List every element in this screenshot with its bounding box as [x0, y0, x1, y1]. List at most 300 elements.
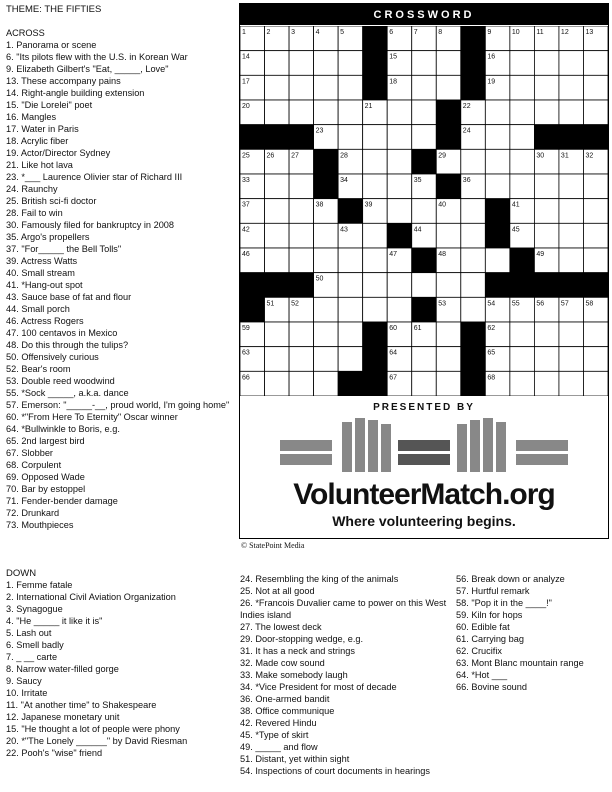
cell-number: 32 [585, 152, 594, 160]
crossword-grid [240, 26, 608, 396]
across-clue: 47. 100 centavos in Mexico [6, 328, 118, 338]
crossword-grid-svg [240, 26, 608, 396]
grid-block [387, 223, 412, 248]
down-clues-col2 [240, 573, 452, 777]
cell-number: 36 [462, 177, 471, 184]
grid-cell[interactable] [412, 199, 437, 224]
cell-number: 56 [536, 300, 545, 308]
grid-cell[interactable] [461, 223, 486, 248]
down-clue: 5. Lash out [6, 628, 52, 638]
grid-block [412, 248, 437, 273]
grid-block [461, 371, 486, 396]
logo-hands-center [398, 440, 450, 465]
across-clues [6, 27, 234, 531]
down-clue: 22. Pooh's "wise" friend [6, 748, 103, 758]
grid-cell[interactable] [338, 248, 363, 273]
grid-cell[interactable] [412, 51, 437, 76]
grid-cell[interactable] [559, 248, 584, 273]
cell-number: 53 [438, 300, 447, 308]
grid-cell[interactable] [559, 223, 584, 248]
grid-cell[interactable] [387, 100, 412, 125]
cell-number: 33 [242, 177, 250, 184]
cell-number: 49 [536, 251, 545, 258]
grid-cell[interactable] [412, 371, 437, 396]
grid-cell[interactable] [461, 297, 486, 322]
across-clue: 65. 2nd largest bird [6, 436, 85, 446]
grid-cell[interactable] [559, 174, 584, 199]
down-clue: 38. Office communique [240, 706, 335, 716]
grid-block [363, 75, 388, 100]
down-clue: 64. *Hot ___ [456, 670, 508, 680]
grid-cell[interactable] [510, 174, 535, 199]
across-clue: 64. *Bullwinkle to Boris, e.g. [6, 424, 120, 434]
grid-cell[interactable] [289, 174, 314, 199]
across-clue: 25. British sci-fi doctor [6, 196, 97, 206]
grid-cell[interactable] [338, 273, 363, 298]
cell-number: 46 [242, 251, 250, 258]
down-clues-col1 [6, 579, 234, 759]
down-clue: 59. Kiln for hops [456, 610, 523, 620]
grid-block [289, 273, 314, 298]
cell-number: 68 [487, 374, 496, 382]
grid-block [559, 273, 584, 298]
grid-cell[interactable] [583, 347, 608, 372]
grid-cell[interactable] [510, 51, 535, 76]
grid-cell[interactable] [485, 174, 510, 199]
down-clue: 15. "He thought a lot of people were phony [6, 724, 180, 734]
cell-number: 28 [340, 152, 348, 160]
grid-cell[interactable] [314, 347, 339, 372]
grid-cell[interactable] [289, 199, 314, 224]
grid-cell[interactable] [412, 75, 437, 100]
cell-number: 66 [242, 374, 250, 382]
down-clue: 32. Made cow sound [240, 658, 325, 668]
grid-cell[interactable] [338, 297, 363, 322]
cell-number: 27 [291, 152, 299, 160]
grid-cell[interactable] [559, 322, 584, 347]
grid-cell[interactable] [289, 371, 314, 396]
grid-cell[interactable] [289, 51, 314, 76]
cell-number: 65 [487, 349, 496, 357]
cell-number: 40 [438, 201, 447, 209]
cell-number: 55 [511, 300, 520, 308]
grid-cell[interactable] [583, 174, 608, 199]
grid-cell[interactable] [289, 223, 314, 248]
grid-cell[interactable] [338, 75, 363, 100]
down-clue: 54. Inspections of court documents in hearings [240, 766, 430, 776]
grid-cell[interactable] [387, 199, 412, 224]
cell-number: 18 [389, 78, 397, 86]
across-clue: 70. Bar by estoppel [6, 484, 86, 494]
grid-block [314, 174, 339, 199]
grid-cell[interactable] [314, 297, 339, 322]
across-heading: ACROSS [6, 28, 45, 38]
grid-block [461, 347, 486, 372]
grid-cell[interactable] [363, 223, 388, 248]
cell-number: 34 [340, 177, 348, 184]
across-clue: 60. *"From Here To Eternity" Oscar winner [6, 412, 178, 422]
grid-cell[interactable] [289, 322, 314, 347]
grid-cell[interactable] [583, 322, 608, 347]
down-clue: 8. Narrow water-filled gorge [6, 664, 119, 674]
grid-block [583, 273, 608, 298]
across-clue: 69. Opposed Wade [6, 472, 85, 482]
grid-cell[interactable] [338, 347, 363, 372]
down-clue: 7. _ __ carte [6, 652, 58, 662]
cell-number: 29 [438, 152, 447, 160]
grid-cell[interactable] [363, 125, 388, 150]
grid-cell[interactable] [510, 75, 535, 100]
grid-block [363, 347, 388, 372]
down-clue: 63. Mont Blanc mountain range [456, 658, 584, 668]
across-clue: 67. Slobber [6, 448, 53, 458]
grid-cell[interactable] [363, 248, 388, 273]
grid-cell[interactable] [510, 322, 535, 347]
across-clue: 73. Mouthpieces [6, 520, 74, 530]
down-clue: 10. Irritate [6, 688, 48, 698]
grid-cell[interactable] [265, 223, 290, 248]
grid-cell[interactable] [534, 223, 559, 248]
cell-number: 26 [266, 152, 275, 160]
grid-cell[interactable] [485, 100, 510, 125]
logo-hand-left [280, 418, 391, 472]
grid-block [338, 199, 363, 224]
grid-cell[interactable] [534, 100, 559, 125]
cell-number: 63 [242, 349, 250, 357]
grid-cell[interactable] [436, 273, 461, 298]
grid-block [412, 297, 437, 322]
down-clue: 58. "Pop it in the ____!" [456, 598, 552, 608]
cell-number: 47 [389, 251, 397, 258]
cell-number: 2 [266, 29, 271, 36]
grid-cell[interactable] [485, 149, 510, 174]
grid-cell[interactable] [485, 248, 510, 273]
crossword-title: CROSSWORD [240, 4, 608, 25]
grid-cell[interactable] [265, 322, 290, 347]
down-clue: 24. Resembling the king of the animals [240, 574, 399, 584]
grid-cell[interactable] [510, 149, 535, 174]
cell-number: 3 [291, 29, 295, 36]
grid-cell[interactable] [338, 100, 363, 125]
down-clue: 36. One-armed bandit [240, 694, 330, 704]
grid-cell[interactable] [436, 223, 461, 248]
grid-cell[interactable] [436, 347, 461, 372]
grid-cell[interactable] [338, 125, 363, 150]
grid-cell[interactable] [412, 125, 437, 150]
across-clue: 15. "Die Lorelei" poet [6, 100, 93, 110]
grid-cell[interactable] [338, 51, 363, 76]
cell-number: 67 [389, 374, 397, 382]
grid-cell[interactable] [534, 75, 559, 100]
grid-cell[interactable] [461, 273, 486, 298]
grid-cell[interactable] [412, 273, 437, 298]
across-clue: 52. Bear's room [6, 364, 71, 374]
cell-number: 52 [291, 300, 299, 308]
down-clue: 31. It has a neck and strings [240, 646, 355, 656]
across-clue: 48. Do this through the tulips? [6, 340, 129, 350]
grid-cell[interactable] [363, 273, 388, 298]
grid-cell[interactable] [265, 174, 290, 199]
grid-cell[interactable] [559, 100, 584, 125]
cell-number: 48 [438, 251, 447, 258]
grid-block [240, 273, 265, 298]
grid-cell[interactable] [314, 371, 339, 396]
cell-number: 59 [242, 325, 250, 332]
grid-block [363, 371, 388, 396]
grid-cell[interactable] [510, 125, 535, 150]
grid-cell[interactable] [289, 75, 314, 100]
cell-number: 11 [536, 29, 544, 36]
across-clue: 40. Small stream [6, 268, 75, 278]
grid-cell[interactable] [510, 347, 535, 372]
grid-cell[interactable] [387, 174, 412, 199]
down-clue: 42. Revered Hindu [240, 718, 317, 728]
grid-cell[interactable] [265, 75, 290, 100]
down-clue: 2. International Civil Aviation Organization [6, 592, 176, 602]
grid-block [265, 125, 290, 150]
across-clue: 18. Acrylic fiber [6, 136, 69, 146]
grid-cell[interactable] [583, 371, 608, 396]
across-clue: 1. Panorama or scene [6, 40, 97, 50]
down-clue: 27. The lowest deck [240, 622, 322, 632]
across-clue: 46. Actress Rogers [6, 316, 84, 326]
grid-cell[interactable] [559, 75, 584, 100]
grid-cell[interactable] [265, 100, 290, 125]
down-clue: 61. Carrying bag [456, 634, 524, 644]
across-clue: 14. Right-angle building extension [6, 88, 145, 98]
down-clue: 20. *"The Lonely ______" by David Riesman [6, 736, 188, 746]
across-clue: 9. Elizabeth Gilbert's "Eat, _____, Love" [6, 64, 169, 74]
grid-cell[interactable] [265, 199, 290, 224]
grid-block [461, 26, 486, 51]
grid-block [265, 273, 290, 298]
grid-block [583, 125, 608, 150]
grid-cell[interactable] [583, 51, 608, 76]
across-clue: 55. *Sock _____, a.k.a. dance [6, 388, 129, 398]
cell-number: 50 [315, 275, 324, 283]
grid-cell[interactable] [363, 174, 388, 199]
grid-cell[interactable] [363, 149, 388, 174]
grid-cell[interactable] [510, 371, 535, 396]
across-clue: 17. Water in Paris [6, 124, 79, 134]
grid-block [534, 125, 559, 150]
grid-cell[interactable] [485, 125, 510, 150]
grid-cell[interactable] [387, 125, 412, 150]
grid-cell[interactable] [436, 322, 461, 347]
grid-cell[interactable] [461, 149, 486, 174]
across-clue: 19. Actor/Director Sydney [6, 148, 111, 158]
down-clue: 66. Bovine sound [456, 682, 528, 692]
grid-cell[interactable] [387, 149, 412, 174]
cell-number: 39 [364, 201, 373, 209]
cell-number: 45 [511, 226, 520, 234]
cell-number: 37 [242, 201, 250, 209]
across-clue: 53. Double reed woodwind [6, 376, 115, 386]
grid-cell[interactable] [265, 371, 290, 396]
grid-cell[interactable] [559, 371, 584, 396]
grid-cell[interactable] [289, 100, 314, 125]
grid-block [461, 51, 486, 76]
cell-number: 31 [560, 152, 569, 160]
grid-cell[interactable] [534, 322, 559, 347]
grid-cell[interactable] [265, 51, 290, 76]
grid-block [461, 322, 486, 347]
cell-number: 17 [242, 78, 250, 86]
grid-block [314, 149, 339, 174]
grid-cell[interactable] [314, 75, 339, 100]
logo-brand[interactable]: VolunteerMatch.org [293, 478, 555, 511]
across-clue: 35. Argo's propellers [6, 232, 90, 242]
grid-cell[interactable] [583, 199, 608, 224]
grid-cell[interactable] [436, 51, 461, 76]
grid-cell[interactable] [338, 322, 363, 347]
grid-block [289, 125, 314, 150]
down-clue: 33. Make somebody laugh [240, 670, 348, 680]
cell-number: 9 [487, 29, 492, 36]
cell-number: 5 [340, 29, 345, 36]
grid-cell[interactable] [289, 347, 314, 372]
down-clue: 45. *Type of skirt [240, 730, 309, 740]
grid-cell[interactable] [534, 174, 559, 199]
grid-block [363, 51, 388, 76]
grid-block [436, 174, 461, 199]
grid-cell[interactable] [583, 75, 608, 100]
grid-block [510, 248, 535, 273]
grid-cell[interactable] [412, 347, 437, 372]
grid-cell[interactable] [314, 100, 339, 125]
grid-cell[interactable] [363, 297, 388, 322]
credit-line: © StatePoint Media [241, 541, 305, 550]
logo-hand-right [457, 418, 568, 472]
grid-cell[interactable] [534, 347, 559, 372]
grid-cell[interactable] [314, 322, 339, 347]
down-heading: DOWN [6, 568, 37, 579]
across-clue: 71. Fender-bender damage [6, 496, 118, 506]
presented-by: PRESENTED BY [373, 402, 475, 413]
cell-number: 30 [536, 152, 545, 160]
down-clue: 6. Smell badly [6, 640, 64, 650]
down-clue: 34. *Vice President for most of decade [240, 682, 397, 692]
down-clue: 26. *Francois Duvalier came to power on this West Indies island [240, 598, 447, 620]
cell-number: 20 [242, 103, 250, 110]
grid-block [240, 125, 265, 150]
grid-cell[interactable] [387, 273, 412, 298]
cell-number: 44 [413, 226, 422, 234]
down-clue: 57. Hurtful remark [456, 586, 530, 596]
across-clue: 6. "Its pilots flew with the U.S. in Korean War [6, 52, 188, 62]
down-clue: 12. Japanese monetary unit [6, 712, 120, 722]
down-clue: 62. Crucifix [456, 646, 502, 656]
across-clue: 13. These accompany pains [6, 76, 121, 86]
grid-block [461, 75, 486, 100]
grid-cell[interactable] [436, 75, 461, 100]
cell-number: 38 [315, 201, 324, 209]
across-clue: 37. "For_____ the Bell Tolls" [6, 244, 122, 254]
cell-number: 54 [487, 300, 496, 308]
across-clue: 30. Famously filed for bankruptcy in 2008 [6, 220, 175, 230]
cell-number: 62 [487, 325, 496, 332]
cell-number: 1 [242, 29, 246, 36]
cell-number: 8 [438, 29, 443, 36]
cell-number: 60 [389, 325, 397, 332]
volunteermatch-hands-icon [280, 418, 570, 476]
grid-cell[interactable] [559, 51, 584, 76]
cell-number: 25 [242, 152, 250, 160]
down-clue: 49. _____ and flow [240, 742, 318, 752]
grid-cell[interactable] [510, 100, 535, 125]
down-clue: 3. Synagogue [6, 604, 63, 614]
down-clue: 11. "At another time" to Shakespeare [6, 700, 157, 710]
across-clue: 57. Emerson: "_____-__, proud world, I'm going home" [6, 400, 230, 410]
across-clue: 24. Raunchy [6, 184, 58, 194]
down-clue: 4. "He _____ it like it is" [6, 616, 103, 626]
grid-block [412, 149, 437, 174]
cell-number: 4 [315, 29, 320, 36]
grid-cell[interactable] [461, 199, 486, 224]
across-clue: 39. Actress Watts [6, 256, 78, 266]
grid-block [559, 125, 584, 150]
grid-cell[interactable] [387, 297, 412, 322]
down-clue: 25. Not at all good [240, 586, 315, 596]
down-clue: 60. Edible fat [456, 622, 510, 632]
grid-block [485, 223, 510, 248]
grid-cell[interactable] [436, 371, 461, 396]
grid-block [485, 199, 510, 224]
cell-number: 13 [585, 29, 594, 36]
across-clue: 28. Fail to win [6, 208, 63, 218]
cell-number: 10 [511, 29, 520, 36]
grid-block [363, 322, 388, 347]
grid-cell[interactable] [461, 248, 486, 273]
grid-cell[interactable] [559, 199, 584, 224]
cell-number: 6 [389, 29, 394, 36]
grid-cell[interactable] [265, 248, 290, 273]
grid-cell[interactable] [314, 248, 339, 273]
grid-cell[interactable] [314, 223, 339, 248]
grid-cell[interactable] [559, 347, 584, 372]
grid-block [436, 125, 461, 150]
grid-cell[interactable] [314, 51, 339, 76]
down-clue: 1. Femme fatale [6, 580, 73, 590]
grid-cell[interactable] [534, 371, 559, 396]
across-clue: 72. Drunkard [6, 508, 60, 518]
grid-cell[interactable] [534, 199, 559, 224]
grid-cell[interactable] [534, 51, 559, 76]
grid-block [534, 273, 559, 298]
down-clue: 51. Distant, yet within sight [240, 754, 350, 764]
theme-title: THEME: THE FIFTIES [6, 4, 102, 15]
cell-number: 35 [413, 177, 422, 184]
across-clue: 50. Offensively curious [6, 352, 99, 362]
cell-number: 51 [266, 300, 275, 308]
cell-number: 61 [413, 325, 422, 332]
grid-cell[interactable] [289, 248, 314, 273]
cell-number: 16 [487, 53, 496, 61]
grid-block [363, 26, 388, 51]
across-clue: 68. Corpulent [6, 460, 62, 470]
grid-cell[interactable] [583, 223, 608, 248]
grid-cell[interactable] [265, 347, 290, 372]
cell-number: 64 [389, 349, 397, 357]
cell-number: 42 [242, 226, 250, 234]
cell-number: 58 [585, 300, 594, 308]
grid-cell[interactable] [583, 248, 608, 273]
grid-cell[interactable] [412, 100, 437, 125]
logo-tagline: Where volunteering begins. [332, 513, 516, 529]
grid-cell[interactable] [583, 100, 608, 125]
down-clue: 9. Saucy [6, 676, 42, 686]
grid-block [510, 273, 535, 298]
